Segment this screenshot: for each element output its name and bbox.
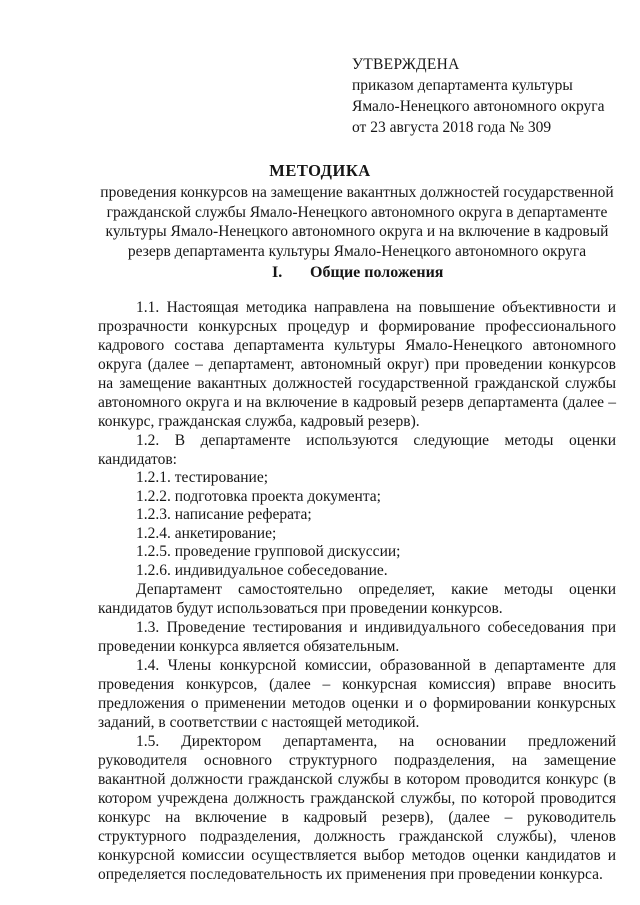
subtitle-line: гражданской службы Ямало-Ненецкого автономного округа в департаменте: [106, 203, 608, 221]
method-list-item: 1.2.5. проведение групповой дискуссии;: [136, 543, 401, 560]
method-list-item: 1.2.6. индивидуальное собеседование.: [136, 561, 388, 579]
subtitle-line: резерв департамента культуры Ямало-Ненецкого автономного округа: [127, 242, 587, 260]
section-number: I.: [272, 264, 283, 281]
approval-block: [352, 54, 604, 138]
subtitle-line: культуры Ямало-Ненецкого автономного округа и на включение в кадровый: [105, 223, 609, 240]
paragraph-1-1: 1.1. Настоящая методика направлена на повышение объективности и прозрачности конкурсных процедур и формирование профессионального кадрового состава департамента культуры Ямало-Ненецкого автономного округа (далее – департамент, автономный округ) при проведении конкурсов на замещение вакантных должностей государственной гражданской службы автономного округа и на включение в кадровый резерв департамента (далее – конкурс, гражданская служба, кадровый резерв).: [98, 299, 616, 430]
approval-line: от 23 августа 2018 года № 309: [352, 119, 552, 136]
method-list-item: 1.2.1. тестирование;: [136, 469, 269, 486]
method-list-item: 1.2.2. подготовка проекта документа;: [136, 487, 381, 505]
paragraph-1-5: 1.5. Директором департамента, на основании предложений руководителя основного структурного подразделения, на замещение вакантной должности гражданской службы в котором проводится конкурс (в котором учреждена должность гражданской службы, по которой проводится конкурс на включение в кадровый резерв), (далее – руководитель структурного подразделения, должность гражданской службы), членов конкурсной комиссии осуществляется выбор методов оценки кандидатов и определяется последовательность их применения при проведении конкурса.: [98, 733, 616, 883]
paragraph-1-4: 1.4. Члены конкурсной комиссии, образованной в департаменте для проведения конкурсов, (далее – конкурсная комиссия) вправе вносить предложения о применении методов оценки и о формировании конкурсных заданий, в соответствии с настоящей методикой.: [98, 657, 616, 731]
approval-heading: УТВЕРЖДЕНА: [352, 56, 460, 73]
section-title: Общие положения: [310, 264, 444, 281]
subtitle-line: проведения конкурсов на замещение вакантных должностей государственной: [100, 184, 614, 201]
paragraph-1-3: 1.3. Проведение тестирования и индивидуального собеседования при проведении конкурса является обязательным.: [98, 619, 616, 655]
document-body: [98, 298, 616, 884]
approval-line: Ямало-Ненецкого автономного округа: [352, 98, 605, 115]
method-list-item: 1.2.4. анкетирование;: [136, 524, 277, 542]
document-subtitle: [97, 183, 617, 261]
document-title: МЕТОДИКА: [269, 161, 371, 180]
paragraph-department: Департамент самостоятельно определяет, какие методы оценки кандидатов будут использоваться при проведении конкурсов.: [98, 581, 616, 617]
method-list-item: 1.2.3. написание реферата;: [136, 506, 312, 523]
approval-line: приказом департамента культуры: [352, 77, 573, 94]
paragraph-1-2: 1.2. В департаменте используются следующие методы оценки кандидатов:: [98, 432, 616, 468]
section-heading: [272, 264, 443, 282]
